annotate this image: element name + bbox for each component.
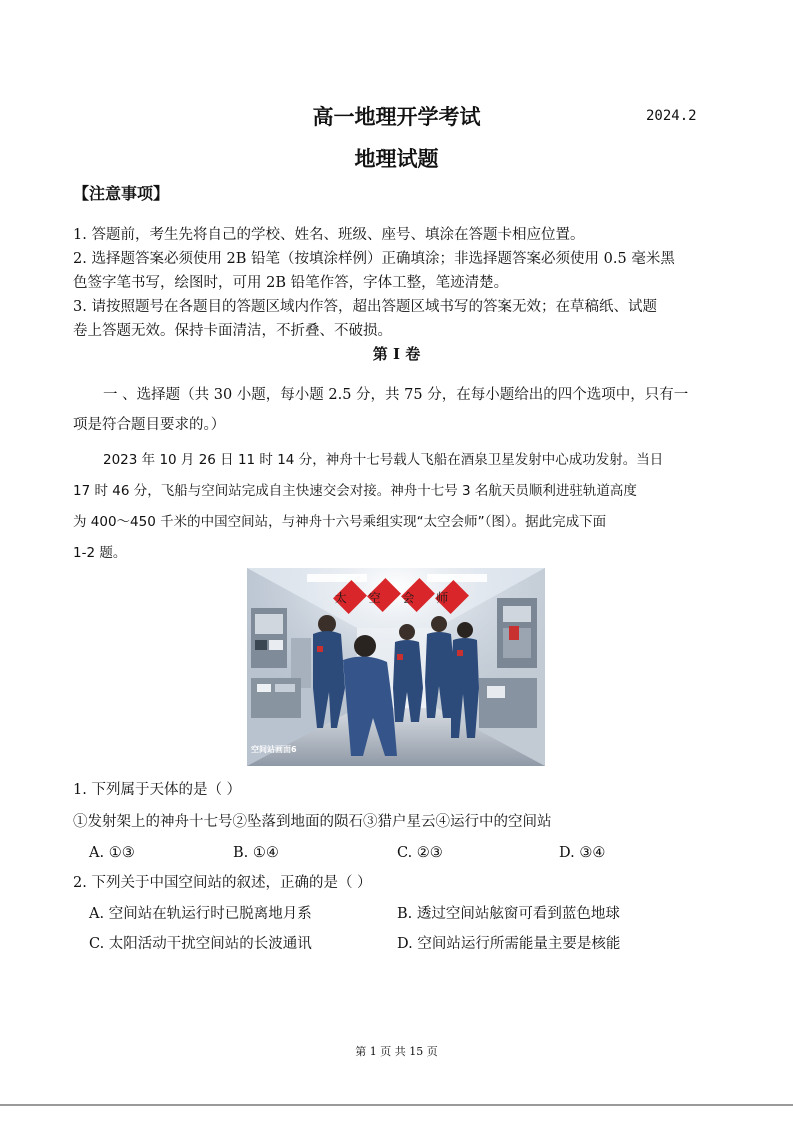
question-1-option-d[interactable]: D. ③④: [559, 845, 606, 861]
question-2-option-c[interactable]: C. 太阳活动干扰空间站的长波通讯: [89, 936, 312, 952]
notice-line-1: 1. 答题前，考生先将自己的学校、姓名、班级、座号、填涂在答题卡相应位置。: [73, 227, 585, 243]
notice-line-4: 3. 请按照题号在各题目的答题区域内作答，超出答题区域书写的答案无效；在草稿纸、试题: [73, 299, 657, 315]
notice-line-2: 2. 选择题答案必须使用 2B 铅笔（按填涂样例）正确填涂；非选择题答案必须使用 0.5 毫米黑: [73, 251, 675, 267]
exam-subtitle: 地理试题: [354, 146, 439, 171]
question-1-stem: 1. 下列属于天体的是（ ）: [73, 782, 242, 798]
question-2-option-b[interactable]: B. 透过空间站舷窗可看到蓝色地球: [397, 906, 620, 922]
question-1-statements: ①发射架上的神舟十七号②坠落到地面的陨石③猎户星云④运行中的空间站: [73, 814, 552, 830]
space-station-photo: [247, 568, 545, 766]
exam-title: 高一地理开学考试: [312, 104, 481, 129]
section-instruction-1: 一 、选择题（共 30 小题，每小题 2.5 分，共 75 分，在每小题给出的四个选项中，只有一: [103, 387, 689, 403]
page-bottom-rule: [0, 1104, 793, 1106]
question-1-option-c[interactable]: C. ②③: [397, 845, 443, 861]
question-2-option-a[interactable]: A. 空间站在轨运行时已脱离地月系: [89, 906, 312, 922]
question-2-option-d[interactable]: D. 空间站运行所需能量主要是核能: [397, 936, 621, 952]
notice-heading: 【注意事项】: [73, 184, 170, 203]
section-instruction-2: 项是符合题目要求的。）: [73, 417, 226, 433]
question-1-option-b[interactable]: B. ①④: [233, 845, 279, 861]
passage-line-4: 1-2 题。: [73, 545, 127, 561]
question-2-stem: 2. 下列关于中国空间站的叙述，正确的是（ ）: [73, 875, 372, 891]
notice-line-5: 卷上答题无效。保持卡面清洁，不折叠、不破损。: [73, 323, 392, 339]
question-1-option-a[interactable]: A. ①③: [89, 845, 135, 861]
passage-line-1: 2023 年 10 月 26 日 11 时 14 分，神舟十七号载人飞船在酒泉卫星发射中心成功发射。当日: [103, 452, 664, 468]
exam-date: 2024.2: [646, 108, 697, 124]
photo-caption: 空间站画面6: [251, 745, 297, 754]
banner-text: 太 空 会 师: [334, 591, 458, 605]
page-footer: 第 1 页 共 15 页: [355, 1045, 438, 1058]
passage-line-2: 17 时 46 分，飞船与空间站完成自主快速交会对接。神舟十七号 3 名航天员顺利进驻轨道高度: [73, 483, 637, 499]
section-title: 第 Ⅰ 卷: [372, 345, 421, 363]
notice-line-3: 色签字笔书写，绘图时，可用 2B 铅笔作答，字体工整，笔迹清楚。: [73, 275, 509, 291]
passage-line-3: 为 400～450 千米的中国空间站，与神舟十六号乘组实现“太空会师”（图）。据此完成下面: [73, 514, 607, 530]
